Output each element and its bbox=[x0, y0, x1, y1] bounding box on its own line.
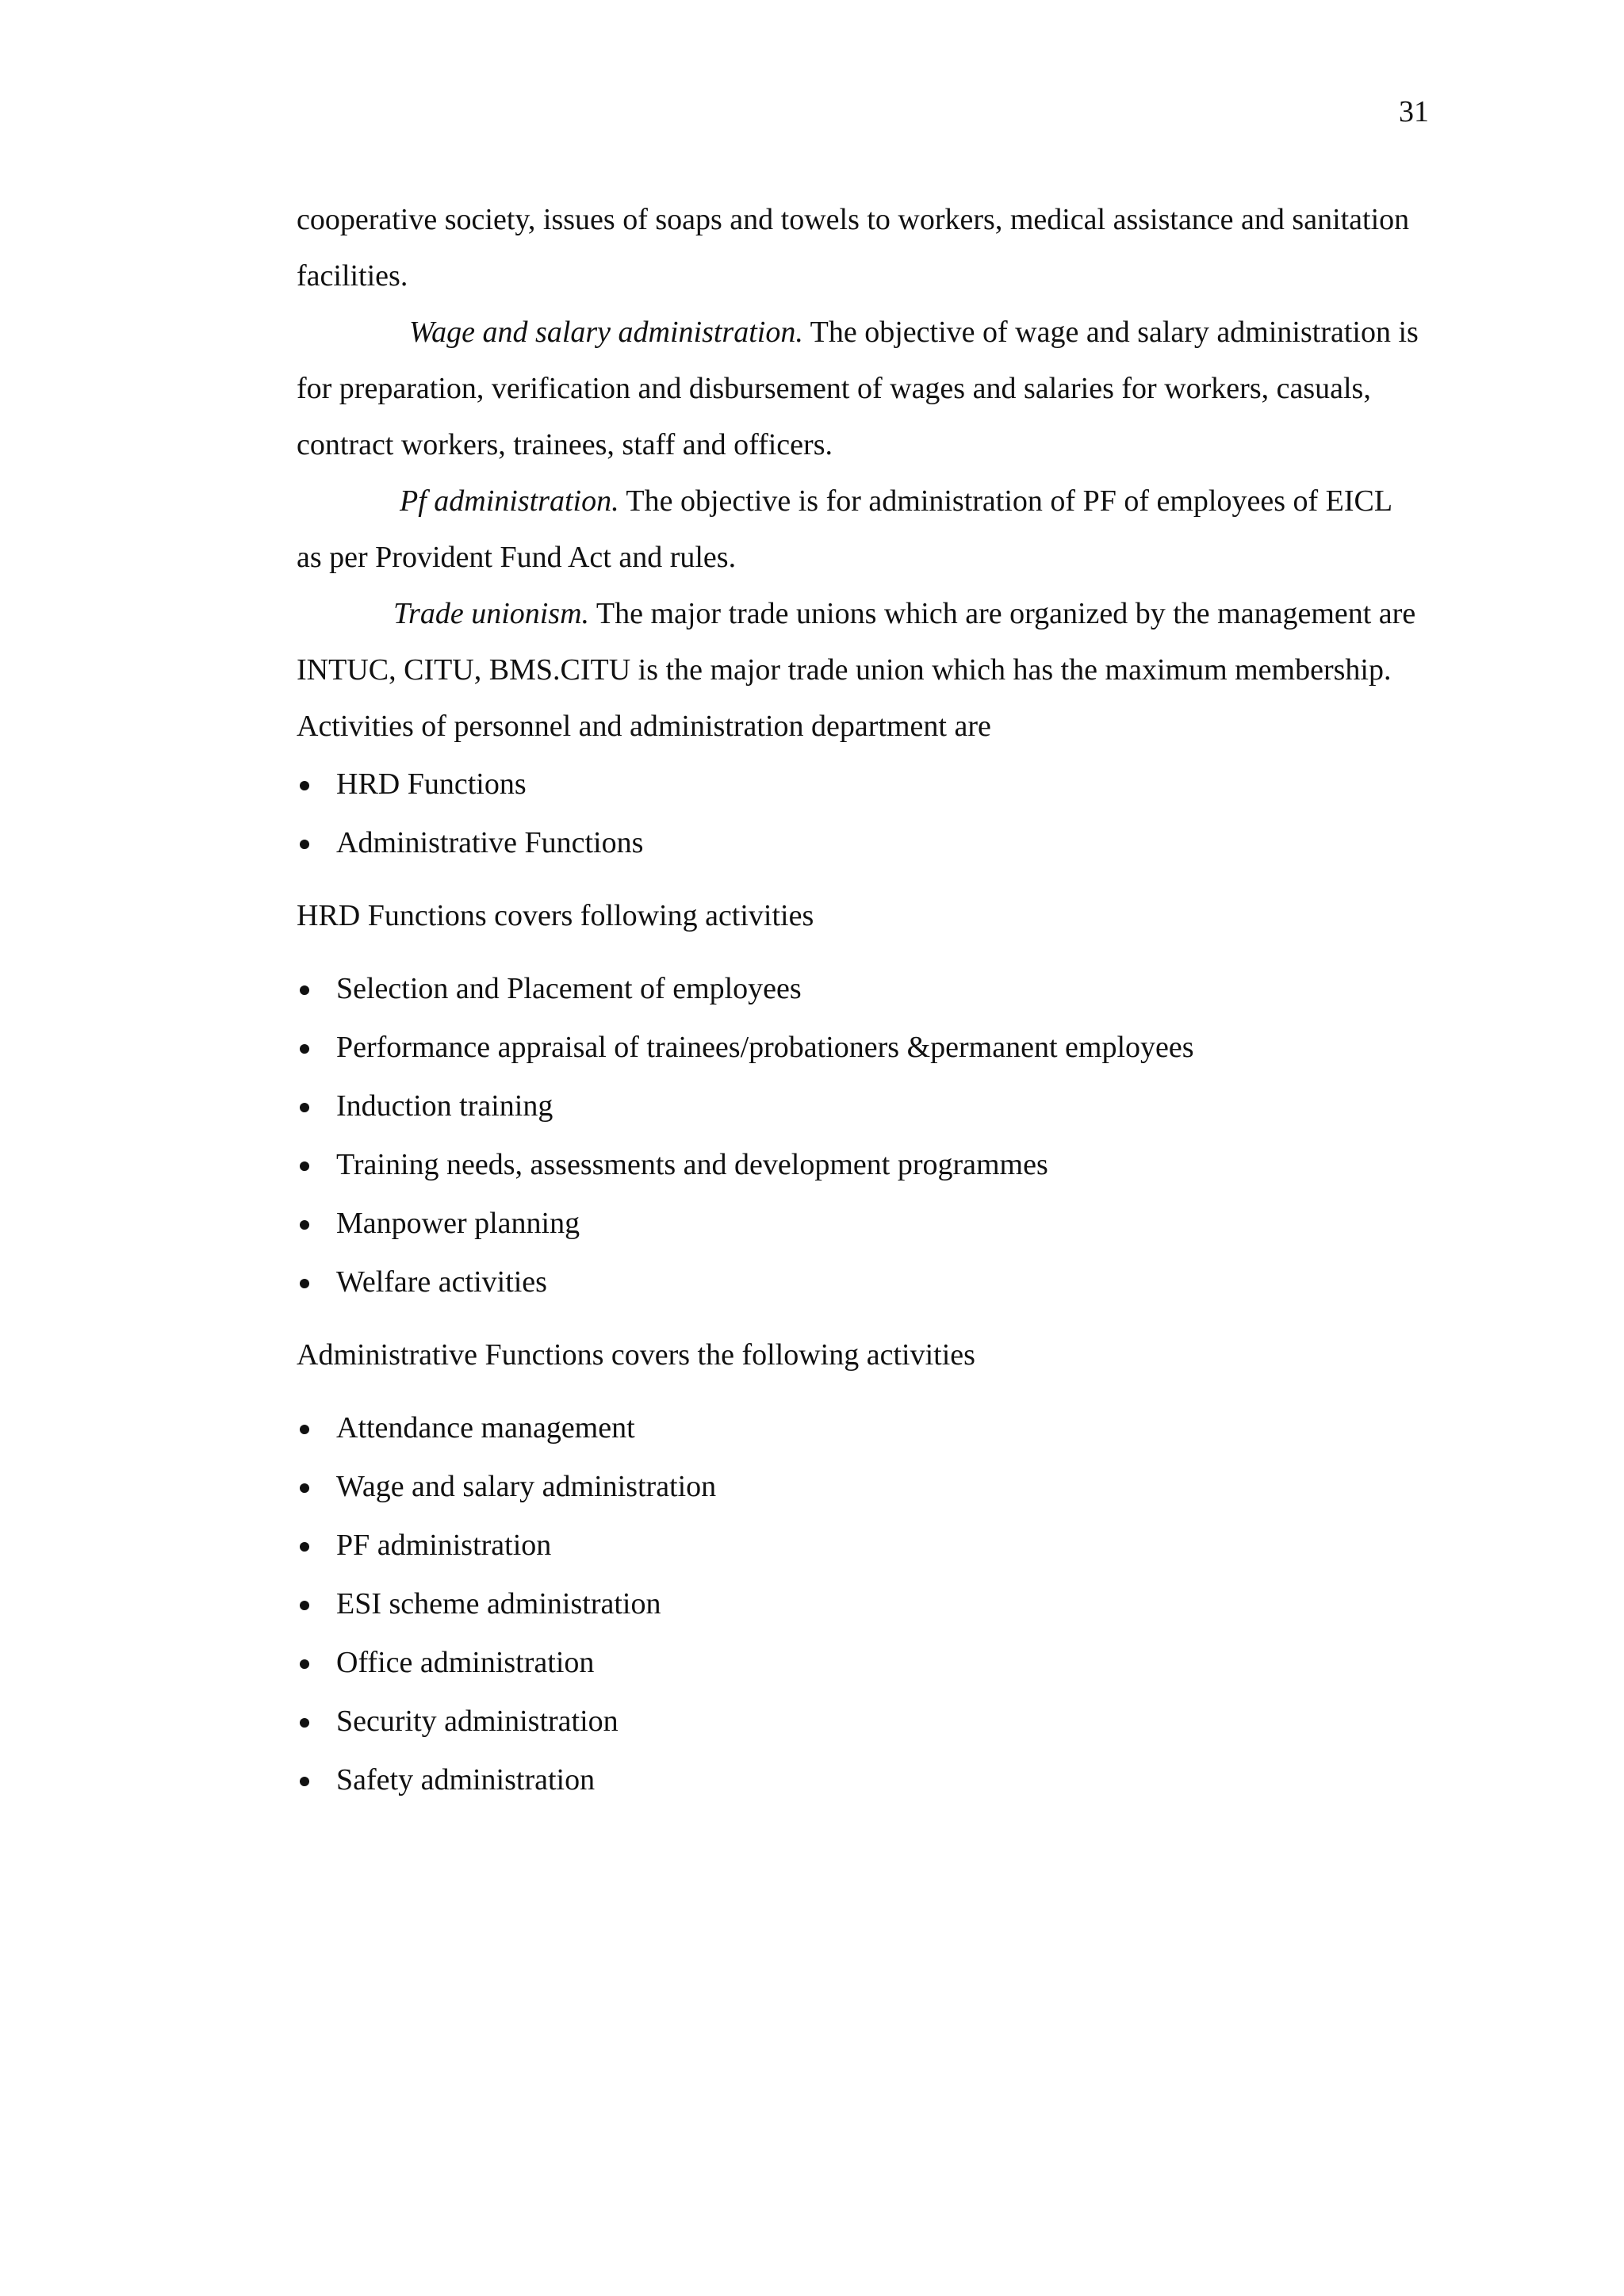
pf-administration-text: The objective is for administration of PF of employees of EICL as per Provident Fund Act and rules. bbox=[297, 484, 1392, 574]
list-item: Office administration bbox=[297, 1633, 1423, 1692]
pf-administration-title: Pf administration. bbox=[400, 484, 619, 518]
list-item: Welfare activities bbox=[297, 1253, 1423, 1311]
list-item: Selection and Placement of employees bbox=[297, 959, 1423, 1018]
list-item: Attendance management bbox=[297, 1399, 1423, 1457]
activities-intro: Activities of personnel and administration department are bbox=[297, 710, 991, 743]
list-item: HRD Functions bbox=[297, 755, 1423, 813]
wage-salary-title: Wage and salary administration. bbox=[409, 316, 803, 349]
list-item: Performance appraisal of trainees/probationers &permanent employees bbox=[297, 1018, 1423, 1077]
paragraph-trade-unionism bbox=[297, 586, 1423, 698]
hrd-functions-list bbox=[297, 959, 1423, 1311]
list-item: Administrative Functions bbox=[297, 813, 1423, 872]
administrative-functions-list bbox=[297, 1399, 1423, 1809]
document-body bbox=[297, 192, 1423, 1809]
list-item: Manpower planning bbox=[297, 1194, 1423, 1253]
paragraph-pf-administration bbox=[297, 473, 1423, 586]
list-item: ESI scheme administration bbox=[297, 1575, 1423, 1633]
paragraph-wage-salary bbox=[297, 304, 1423, 473]
paragraph-cooperative: cooperative society, issues of soaps and towels to workers, medical assistance and sanitation facilities. bbox=[297, 203, 1410, 293]
list-item: Wage and salary administration bbox=[297, 1457, 1423, 1516]
wage-salary-text: The objective of wage and salary administration is for preparation, verification and disbursement of wages and salaries for workers, casuals, contract workers, trainees, staff and officers. bbox=[297, 316, 1419, 461]
administrative-functions-heading: Administrative Functions covers the following activities bbox=[297, 1338, 975, 1372]
list-item: Security administration bbox=[297, 1692, 1423, 1751]
list-item: PF administration bbox=[297, 1516, 1423, 1575]
list-item: Safety administration bbox=[297, 1751, 1423, 1809]
list-item: Training needs, assessments and development programmes bbox=[297, 1135, 1423, 1194]
trade-unionism-title: Trade unionism. bbox=[393, 597, 590, 630]
page-number: 31 bbox=[1399, 95, 1429, 128]
hrd-functions-heading: HRD Functions covers following activities bbox=[297, 899, 814, 932]
list-item: Induction training bbox=[297, 1077, 1423, 1135]
activities-list bbox=[297, 755, 1423, 872]
trade-unionism-text: The major trade unions which are organized by the management are INTUC, CITU, BMS.CITU is the major trade union which has the maximum membership. bbox=[297, 597, 1416, 687]
